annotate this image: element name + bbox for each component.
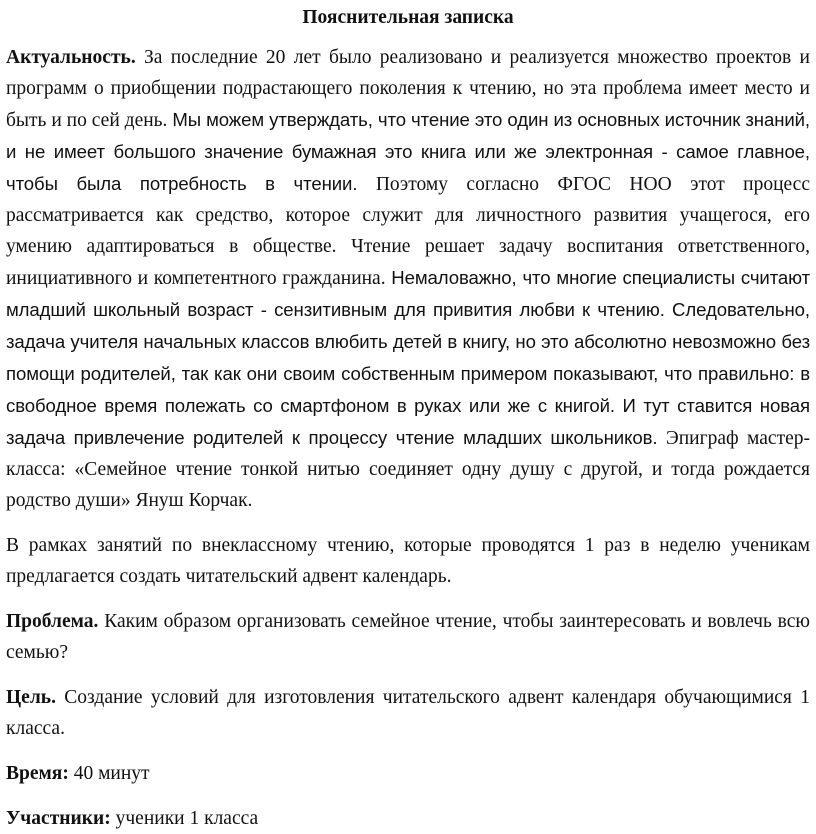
relevance-label: Актуальность.	[6, 47, 136, 68]
document-title: Пояснительная записка	[302, 7, 514, 28]
time-text: 40 минут	[68, 763, 150, 784]
relevance-text-4: Немаловажно, что многие специалисты считают младший школьный возраст - сензитивным для привития любви к чтению. Следовательно, задача учителя начальных классов влюбить детей в книгу, но это абсолютно невозможно без помощи родителей, так как они своим собственным примером показывают, что правильно: в свободное время полежать со смартфоном в руках или же с книгой. И тут ставится новая задача привлечение родителей к процессу чтение младших школьников.	[6, 267, 810, 448]
problem-text: Каким образом организовать семейное чтение, чтобы заинтересовать и вовлечь всю семью?	[6, 611, 810, 663]
time-label: Время:	[6, 763, 69, 784]
relevance-text-1: За последние 20 лет было реализовано и реализуется множество проектов и программ о приобщении подрастающего поколения к чтению, но эта проблема имеет место и быть и по сей день.	[6, 47, 810, 131]
extracurricular-paragraph: В рамках занятий по внеклассному чтению, которые проводятся 1 раз в неделю ученикам предлагается создать читательский адвент календарь.	[6, 535, 810, 587]
relevance-paragraph	[6, 42, 810, 516]
time-paragraph	[6, 758, 810, 789]
participants-text: ученики 1 класса	[110, 808, 259, 829]
goal-paragraph	[6, 682, 810, 744]
document-page	[6, 0, 810, 834]
participants-paragraph	[6, 803, 810, 834]
goal-text: Создание условий для изготовления читательского адвент календаря обучающимися 1 класса.	[6, 687, 810, 739]
goal-label: Цель.	[6, 687, 56, 708]
problem-label: Проблема.	[6, 611, 99, 632]
problem-paragraph	[6, 606, 810, 668]
relevance-text-5: Эпиграф мастер-класса: «Семейное чтение тонкой нитью соединяет одну душу с другой, и тогда рождается родство души» Януш Корчак.	[6, 428, 810, 511]
relevance-text-3: Поэтому согласно ФГОС НОО этот процесс рассматривается как средство, которое служит для личностного развития учащегося, его умению адаптироваться в обществе. Чтение решает задачу воспитания ответственного, инициативного и компетентного гражданина.	[6, 174, 810, 289]
relevance-text-2: Мы можем утверждать, что чтение это один из основных источник знаний, и не имеет большого значение бумажная это книга или же электронная - самое главное, чтобы была потребность в чтении.	[6, 109, 810, 194]
participants-label: Участники:	[6, 808, 111, 829]
